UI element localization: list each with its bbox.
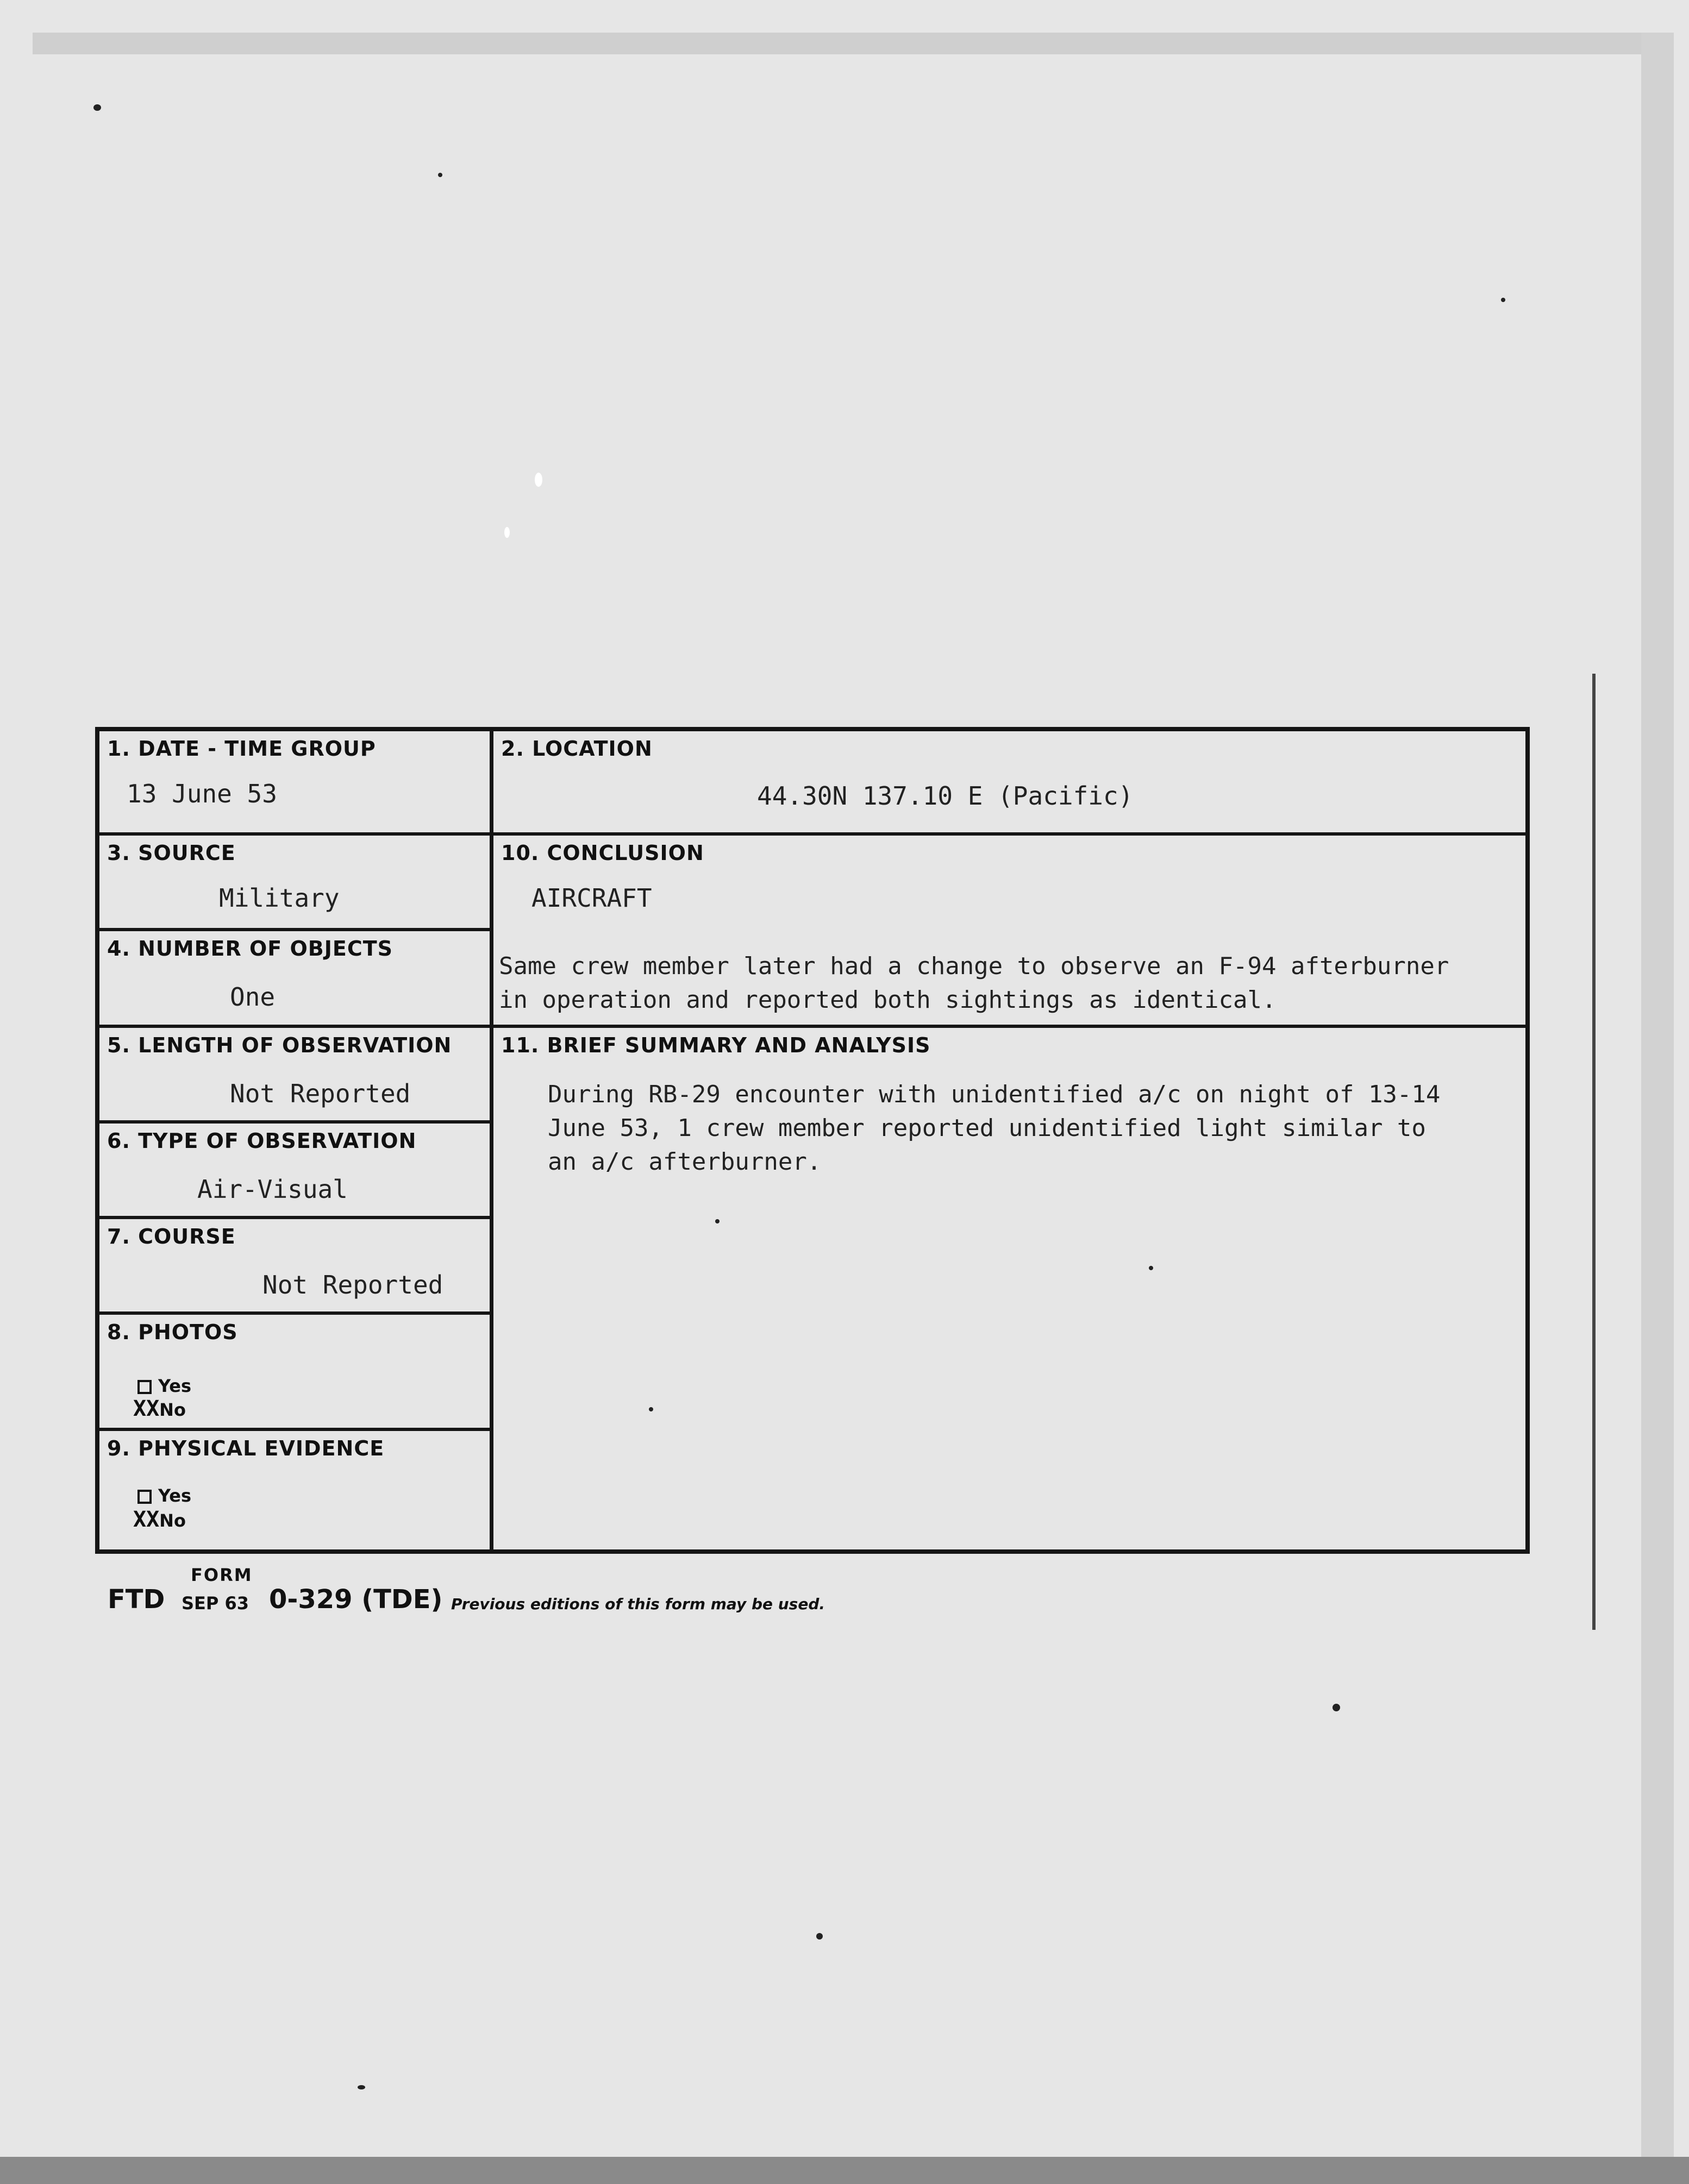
summary-label: 11. BRIEF SUMMARY AND ANALYSIS bbox=[501, 1033, 931, 1057]
length-of-observation-value: Not Reported bbox=[230, 1079, 411, 1108]
scan-border-bottom bbox=[0, 2157, 1689, 2184]
speck bbox=[438, 173, 442, 177]
scan-edge-line bbox=[1592, 674, 1596, 1630]
physical-evidence-label: 9. PHYSICAL EVIDENCE bbox=[107, 1436, 385, 1460]
location-cell bbox=[493, 731, 1525, 832]
type-of-observation-label: 6. TYPE OF OBSERVATION bbox=[107, 1129, 417, 1153]
scan-border-top bbox=[33, 33, 1663, 54]
conclusion-note: Same crew member later had a change to observe an F-94 afterburner in operation and reported both sightings as identical. bbox=[499, 952, 1449, 1014]
summary-text: During RB-29 encounter with unidentified a/c on night of 13-14 June 53, 1 crew member reported unidentified light similar to an a/c afterburner. bbox=[548, 1081, 1441, 1176]
source-label: 3. SOURCE bbox=[107, 841, 236, 865]
length-of-observation-label: 5. LENGTH OF OBSERVATION bbox=[107, 1033, 452, 1057]
summary-cell bbox=[493, 1028, 1525, 1549]
speck bbox=[93, 104, 101, 111]
type-of-observation-cell bbox=[99, 1124, 490, 1216]
conclusion-label: 10. CONCLUSION bbox=[501, 841, 704, 865]
footer-form-number: 0-329 (TDE) bbox=[269, 1584, 443, 1615]
speck bbox=[1501, 298, 1505, 302]
speck bbox=[358, 2085, 365, 2089]
date-time-label: 1. DATE - TIME GROUP bbox=[107, 737, 376, 761]
x-mark-icon: XX bbox=[133, 1507, 160, 1532]
number-of-objects-cell bbox=[99, 931, 490, 1025]
physical-evidence-yes-label: Yes bbox=[158, 1485, 191, 1506]
physical-evidence-no-option bbox=[133, 1507, 186, 1532]
physical-evidence-yes-option bbox=[137, 1485, 191, 1506]
length-of-observation-cell bbox=[99, 1028, 490, 1120]
photos-label: 8. PHOTOS bbox=[107, 1320, 238, 1344]
photos-no-option bbox=[133, 1396, 186, 1421]
footer-date: SEP 63 bbox=[182, 1593, 249, 1614]
date-time-cell bbox=[99, 731, 490, 832]
photos-no-label: No bbox=[159, 1399, 186, 1420]
date-time-value: 13 June 53 bbox=[127, 779, 277, 808]
x-mark-icon: XX bbox=[133, 1396, 160, 1421]
physical-evidence-cell bbox=[99, 1431, 490, 1549]
speck bbox=[504, 527, 510, 538]
number-of-objects-label: 4. NUMBER OF OBJECTS bbox=[107, 937, 393, 961]
course-cell bbox=[99, 1219, 490, 1311]
course-value: Not Reported bbox=[262, 1270, 443, 1300]
report-form bbox=[95, 727, 1530, 1554]
footer-form-word: FORM bbox=[191, 1565, 253, 1585]
number-of-objects-value: One bbox=[230, 982, 276, 1012]
photos-cell bbox=[99, 1315, 490, 1428]
photos-yes-label: Yes bbox=[158, 1376, 191, 1396]
type-of-observation-value: Air-Visual bbox=[197, 1175, 348, 1204]
source-value: Military bbox=[219, 883, 340, 913]
checkbox-empty-icon bbox=[137, 1380, 152, 1394]
photos-yes-option bbox=[137, 1376, 191, 1396]
conclusion-cell bbox=[493, 836, 1525, 1025]
course-label: 7. COURSE bbox=[107, 1225, 236, 1248]
location-value: 44.30N 137.10 E (Pacific) bbox=[757, 781, 1134, 811]
scan-border-right bbox=[1641, 33, 1674, 2184]
source-cell bbox=[99, 836, 490, 928]
speck bbox=[816, 1933, 823, 1940]
checkbox-empty-icon bbox=[137, 1490, 152, 1504]
speck bbox=[535, 473, 542, 487]
footer-ftd: FTD bbox=[108, 1584, 165, 1615]
column-divider bbox=[490, 731, 493, 1549]
footer-note: Previous editions of this form may be used. bbox=[451, 1595, 825, 1613]
speck bbox=[1333, 1704, 1340, 1711]
conclusion-value: AIRCRAFT bbox=[531, 883, 652, 913]
physical-evidence-no-label: No bbox=[159, 1510, 186, 1531]
location-label: 2. LOCATION bbox=[501, 737, 653, 761]
